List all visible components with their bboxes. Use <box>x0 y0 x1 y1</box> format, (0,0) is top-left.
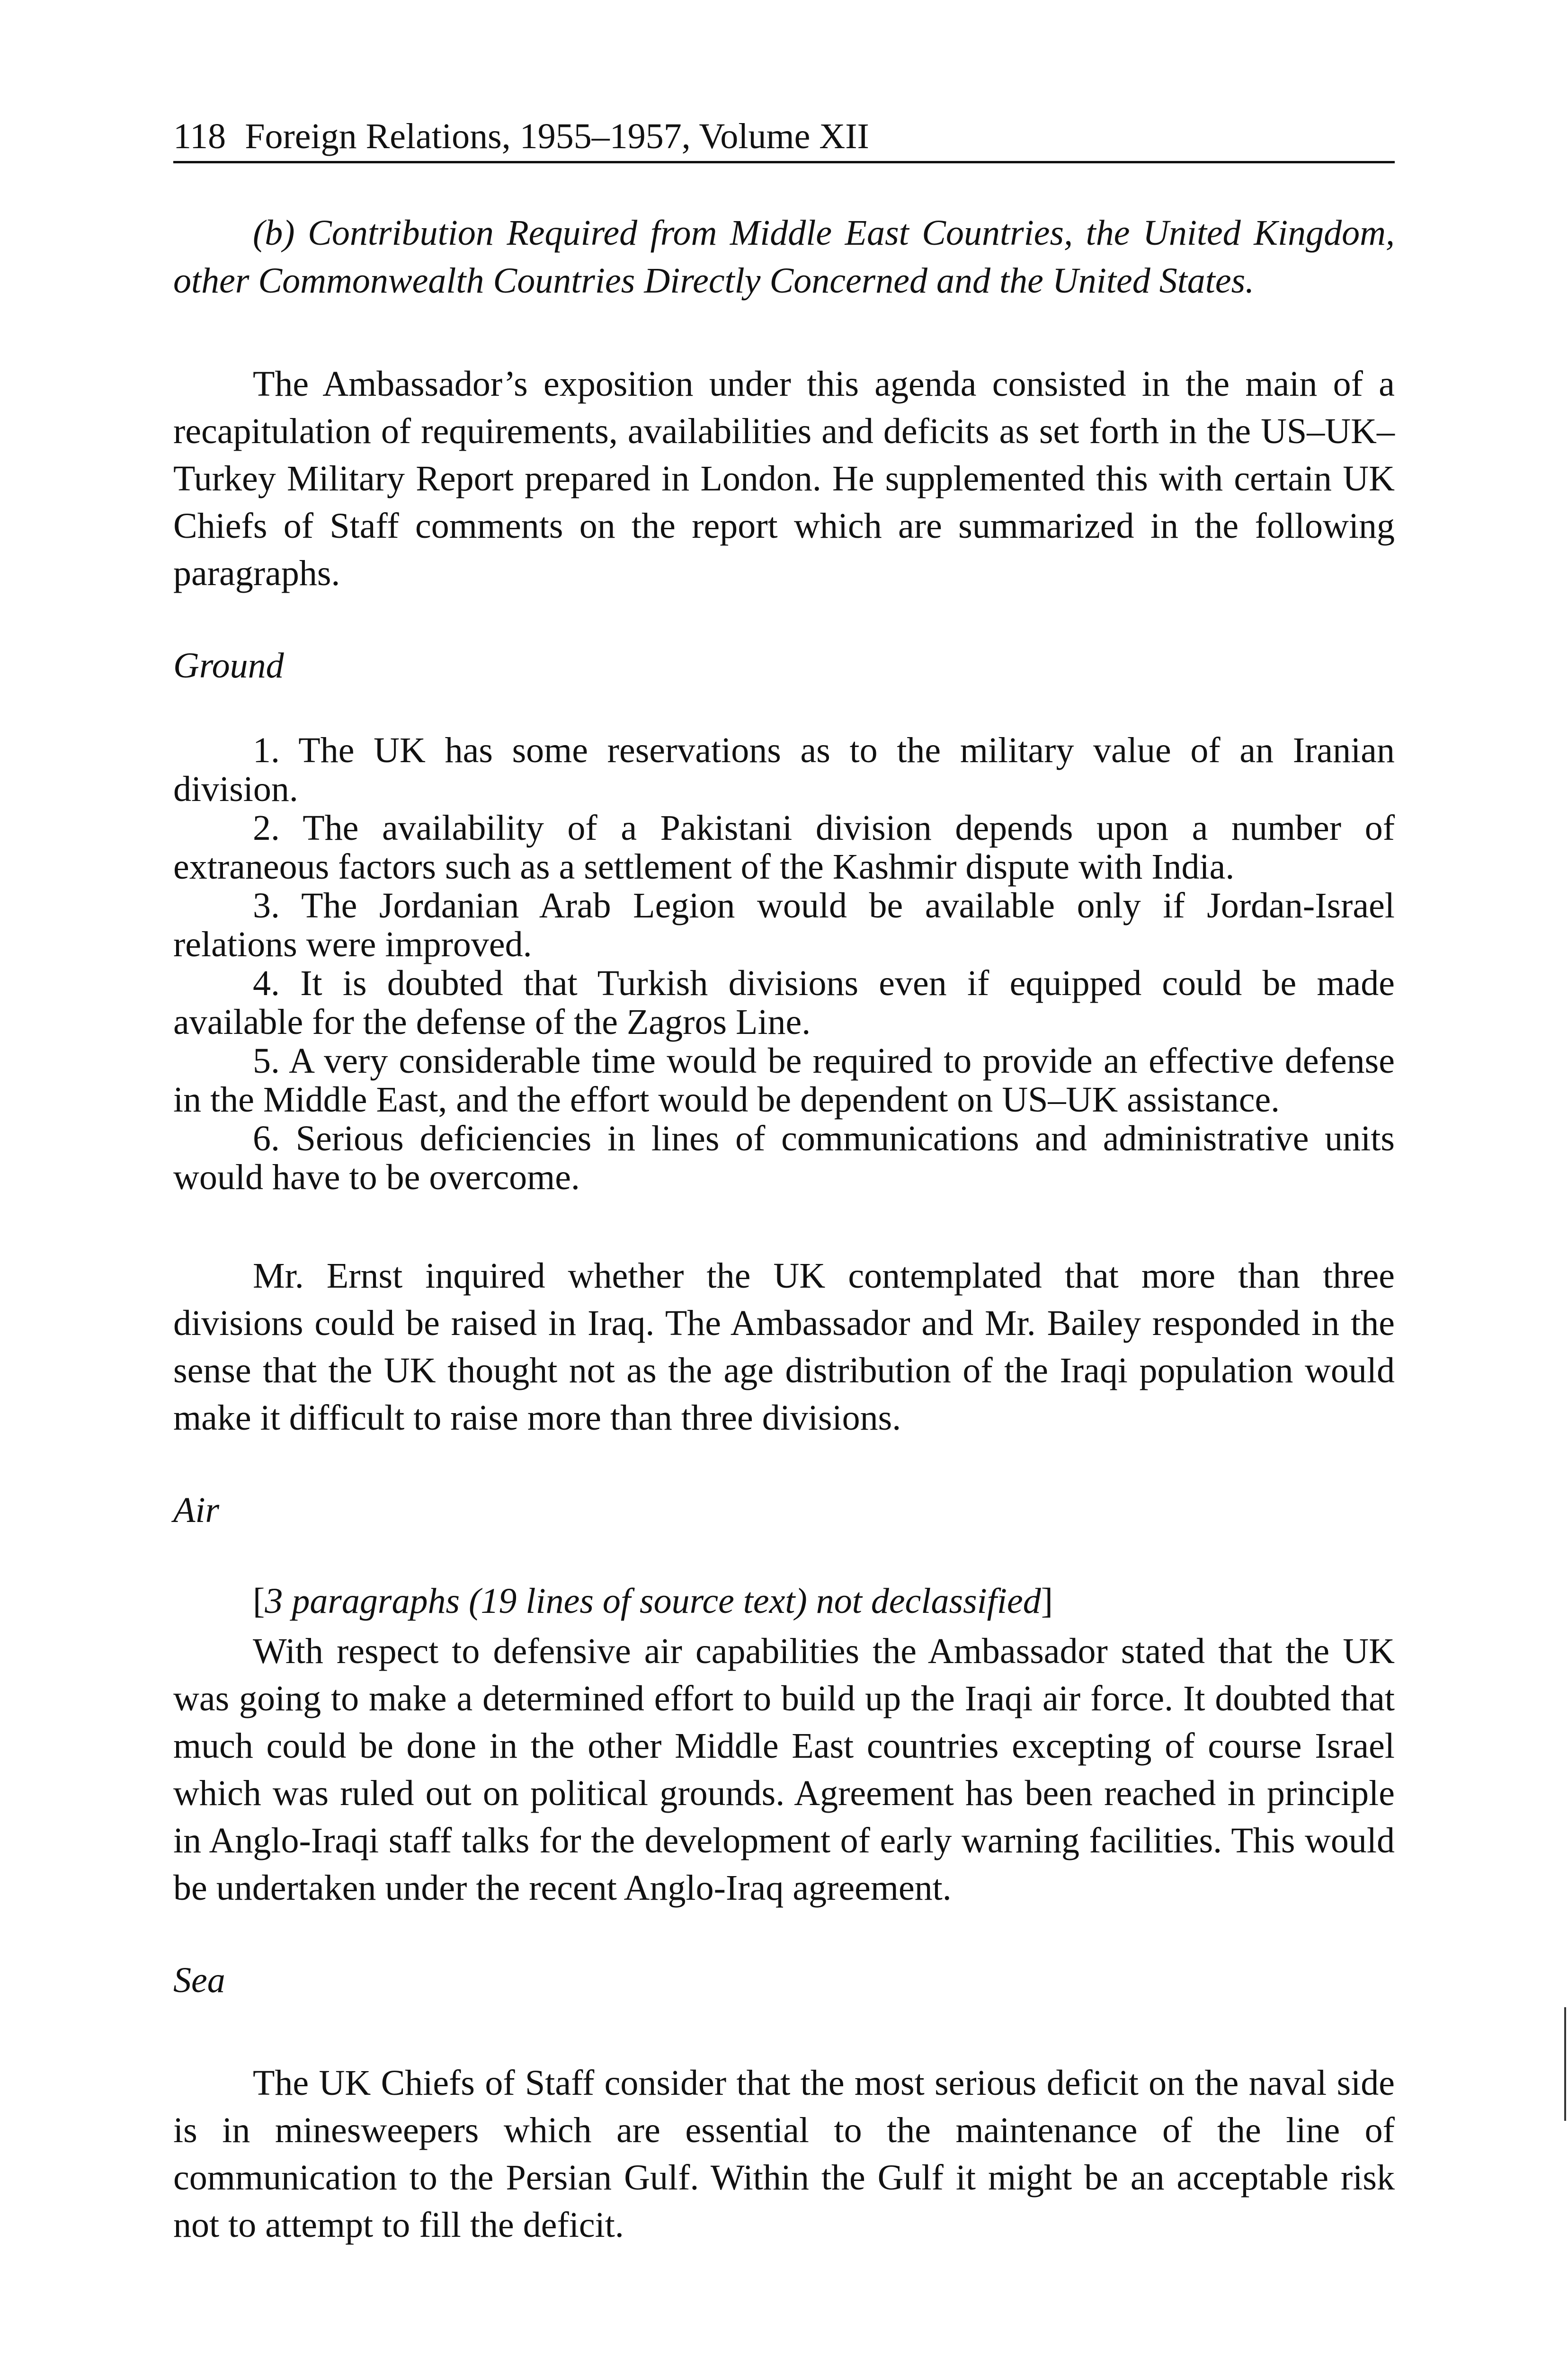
ground-follow-up-paragraph: Mr. Ernst inquired whether the UK contemplated that more than three divisions could be raised in Iraq. The Ambassador and Mr. Bailey responded in the sense that the UK thought not as the age distribution of the Iraqi population would make it difficult to raise more than three divisions. <box>173 1256 1395 1438</box>
air-paragraph: With respect to defensive air capabilities the Ambassador stated that the UK was going to make a determined effort to build up the Iraqi air force. It doubted that much could be done in the other Middle East countries excepting of course Israel which was ruled out on political grounds. Agreement has been reached in principle in Anglo-Iraqi staff talks for the development of early warning facilities. This would be undertaken under the recent Anglo-Iraq agreement. <box>173 1631 1395 1908</box>
list-item: 1. The UK has some reservations as to the military value of an Iranian division. <box>173 730 1395 809</box>
page-number: 118 <box>173 116 226 156</box>
document-page <box>173 118 1395 2249</box>
sea-paragraph: The UK Chiefs of Staff consider that the most serious deficit on the naval side is in minesweepers which are essential to the maintenance of the line of communication to the Persian Gulf. Within the Gulf it might be an acceptable risk not to attempt to fill the deficit. <box>173 2063 1395 2245</box>
ground-list <box>173 731 1395 1197</box>
list-item: 4. It is doubted that Turkish divisions even if equipped could be made available for the defense of the Zagros Line. <box>173 963 1395 1042</box>
list-item: 5. A very considerable time would be required to provide an effective defense in the Middle East, and the effort would be dependent on US–UK assistance. <box>173 1041 1395 1120</box>
redaction-note <box>173 1577 1395 1625</box>
list-item: 6. Serious deficiencies in lines of communications and administrative units would have to be overcome. <box>173 1119 1395 1197</box>
list-item: 2. The availability of a Pakistani division depends upon a number of extraneous factors such as a settlement of the Kashmir dispute with India. <box>173 808 1395 887</box>
air-heading: Air <box>173 1490 220 1530</box>
section-title: (b) Contribution Required from Middle East Countries, the United Kingdom, other Commonwealth Countries Directly Concerned and the United States. <box>173 213 1395 301</box>
bracket-close: ] <box>1041 1581 1053 1621</box>
running-header <box>173 118 1395 163</box>
intro-paragraph: The Ambassador’s exposition under this agenda consisted in the main of a recapitulation of requirements, availabilities and deficits as set forth in the US–UK–Turkey Military Report prepared in London. He supplemented this with certain UK Chiefs of Staff comments on the report which are summarized in the following paragraphs. <box>173 364 1395 593</box>
list-item: 3. The Jordanian Arab Legion would be available only if Jordan-Israel relations were improved. <box>173 886 1395 964</box>
sea-heading: Sea <box>173 1960 225 2000</box>
ground-heading: Ground <box>173 646 284 685</box>
scan-edge-line <box>1564 2007 1566 2121</box>
redaction-note-text: 3 paragraphs (19 lines of source text) not declassified <box>265 1581 1041 1621</box>
running-title: Foreign Relations, 1955–1957, Volume XII <box>245 116 869 156</box>
bracket-open: [ <box>253 1581 265 1621</box>
